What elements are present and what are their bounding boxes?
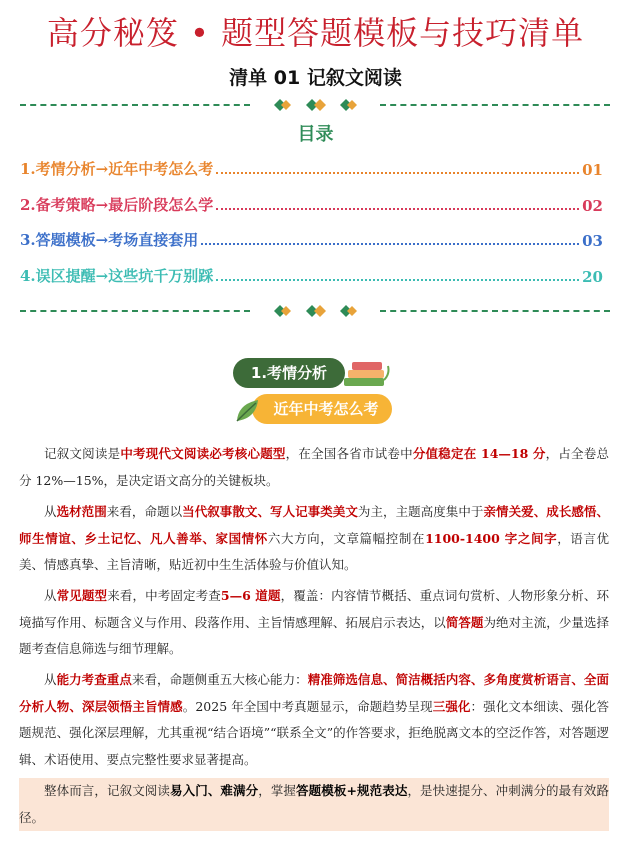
- toc-item-page: 20: [582, 268, 603, 286]
- toc-item-label: 4.误区提醒→这些坑千万别踩: [20, 267, 214, 285]
- paragraph-ability-focus: 从能力考查重点来看，命题侧重五大核心能力：精准筛选信息、简洁概括内容、多角度赏析语言、全面分析人物、深层领悟主旨情感。2025 年全国中考真题显示，命题趋势呈现三强化：强化文本细读、强化答题规范、强化深层理解，尤其重视“结合语境”“联系全文”的作答要求，拒绝脱离文本的空泛作答，对答题逻辑、术语使用、要点完整性要求显著提高。: [19, 672, 609, 767]
- section-badge: 1.考情分析: [233, 358, 345, 388]
- toc-item-page: 03: [582, 232, 603, 250]
- toc-item-page: 01: [582, 161, 603, 179]
- toc-item-label: 1.考情分析→近年中考怎么考: [20, 160, 214, 178]
- paragraph-overview: 记叙文阅读是中考现代文阅读必考核心题型，在全国各省市试卷中分值稳定在 14—18 分，占全卷总分 12%—15%，是决定语文高分的关键板块。: [19, 446, 609, 488]
- diamond-ornament-icon: [266, 97, 366, 113]
- paragraph-material-scope: 从选材范围来看，命题以当代叙事散文、写人记事类美文为主，主题高度集中于亲情关爱、成长感悟、师生情谊、乡土记忆、凡人善举、家国情怀六大方向，文章篇幅控制在1100-1400 字之间字，语言优美、情感真挚、主旨清晰，贴近初中生生活体验与价值认知。: [19, 504, 609, 572]
- toc-item[interactable]: [20, 193, 603, 215]
- toc-item[interactable]: [20, 157, 603, 179]
- toc-item[interactable]: [20, 228, 603, 250]
- section-subtitle-badge: 近年中考怎么考: [252, 394, 392, 424]
- books-icon: [340, 358, 392, 390]
- toc-item-page: 02: [582, 197, 603, 215]
- toc-item[interactable]: [20, 264, 603, 286]
- paragraph-summary: 整体而言，记叙文阅读易入门、难满分，掌握答题模板+规范表达，是快速提分、冲刺满分的最有效路径。: [19, 778, 609, 831]
- diamond-ornament-icon: [266, 303, 366, 319]
- toc-dot-leader: [216, 279, 579, 281]
- toc-item-label: 2.备考策略→最后阶段怎么学: [20, 196, 214, 214]
- leaf-icon: [234, 396, 262, 424]
- toc-dot-leader: [216, 172, 579, 174]
- toc-dot-leader: [216, 208, 579, 210]
- main-title: 高分秘笈 • 题型答题模板与技巧清单: [46, 14, 585, 52]
- divider-top: [20, 99, 610, 111]
- toc-title: 目录: [297, 124, 334, 145]
- toc-dot-leader: [201, 243, 579, 245]
- divider-bottom: [20, 305, 610, 317]
- toc-item-label: 3.答题模板→考场直接套用: [20, 231, 199, 249]
- sub-title: 清单 01 记叙文阅读: [229, 67, 402, 89]
- paragraph-question-types: 从常见题型来看，中考固定考查5—6 道题，覆盖：内容情节概括、重点词句赏析、人物形象分析、环境描写作用、标题含义与作用、段落作用、主旨情感理解、拓展启示表达，以简答题为绝对主流，少量选择题考查信息筛选与细节理解。: [19, 588, 609, 656]
